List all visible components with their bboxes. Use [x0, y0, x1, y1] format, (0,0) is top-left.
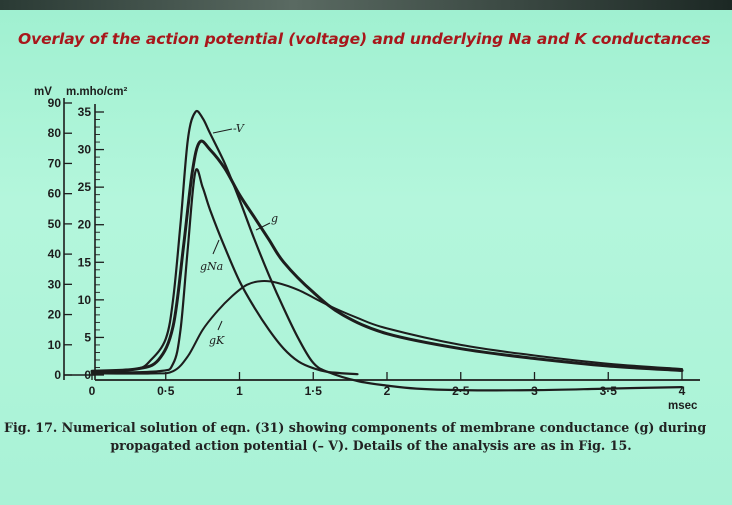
left-y-tick-label: 40	[47, 247, 61, 262]
left-y-tick-label: 20	[47, 307, 61, 322]
caption-line-1: Fig. 17. Numerical solution of eqn. (31) showing components of membrane conductance (g) during	[4, 420, 707, 435]
x-tick-label: 4	[678, 384, 686, 398]
curve-v	[92, 111, 682, 390]
left-y-tick-label: 10	[47, 337, 61, 352]
left-y-tick-label: 80	[47, 126, 61, 141]
x-tick-label: 0·5	[157, 384, 175, 398]
v-label-leader	[213, 129, 232, 133]
left-y-tick-label: 0	[54, 368, 61, 382]
left-y-tick-label: 90	[47, 96, 61, 110]
left-axis-unit-label: mV	[34, 86, 52, 98]
gna-label-leader	[213, 240, 219, 254]
right-y-tick-label: 5	[84, 330, 91, 345]
curve-label-voltage: -V	[233, 122, 244, 135]
right-y-tick-label: 35	[77, 105, 91, 119]
slide-title: Overlay of the action potential (voltage) and underlying Na and K conductances	[18, 30, 711, 48]
axes-layer	[64, 98, 700, 380]
x-tick-label: 2·5	[452, 384, 470, 398]
curve-label-gk: gK	[209, 334, 225, 347]
x-tick-label: 0	[88, 384, 96, 398]
gk-label-leader	[218, 321, 222, 330]
right-y-tick-label: 10	[77, 292, 91, 307]
right-y-tick-label: 20	[77, 217, 91, 232]
figure-caption	[4, 419, 728, 455]
right-y-tick-label: 0	[84, 368, 91, 382]
curve-gna	[92, 169, 358, 374]
right-axis-unit-label: m.mho/cm²	[66, 86, 128, 98]
left-y-tick-label: 50	[47, 216, 61, 231]
x-tick-label: 3·5	[599, 384, 617, 398]
x-tick-label: 1	[236, 384, 243, 398]
x-tick-label: 1·5	[304, 384, 322, 398]
right-y-tick-label: 25	[77, 180, 91, 195]
x-tick-label: 3	[531, 384, 538, 398]
curves-layer	[92, 111, 682, 390]
left-y-tick-label: 70	[47, 156, 61, 171]
left-y-tick-label: 30	[47, 277, 61, 292]
curve-label-gna: gNa	[200, 260, 224, 273]
x-tick-label: 2	[383, 384, 391, 398]
right-y-tick-label: 15	[77, 255, 91, 270]
left-y-tick-label: 60	[47, 186, 61, 201]
caption-line-2: propagated action potential (– V). Details of the analysis are as in Fig. 15.	[110, 438, 632, 453]
x-axis-unit-label: msec	[668, 400, 698, 412]
curve-label-total-g: g	[271, 212, 279, 225]
right-y-tick-label: 30	[77, 142, 91, 157]
